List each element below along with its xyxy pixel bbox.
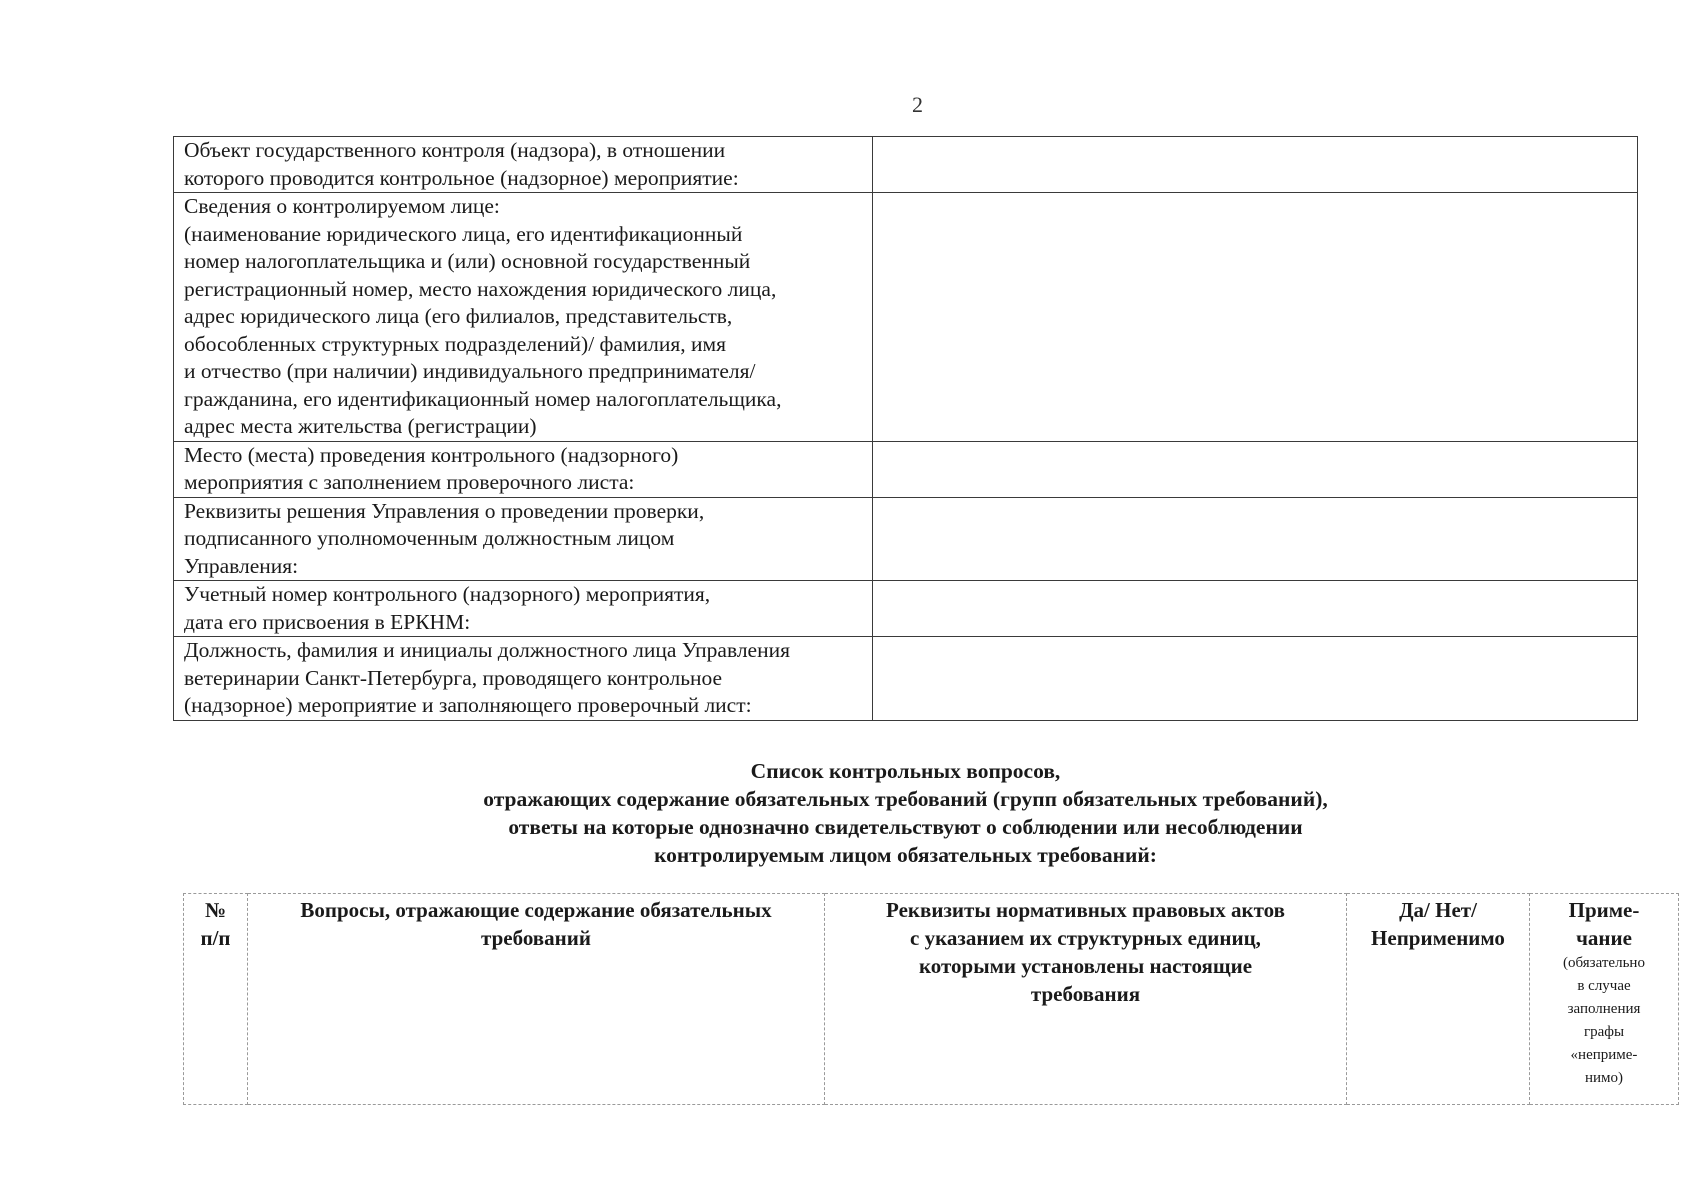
info-row [174, 637, 1638, 721]
info-row-label: Место (места) проведения контрольного (надзорного) мероприятия с заполнением проверочного листа: [174, 441, 873, 497]
column-header-question-text: Вопросы, отражающие содержание обязательных требований [300, 898, 772, 950]
checklist-heading-line: ответы на которые однозначно свидетельствуют о соблюдении или несоблюдении [508, 815, 1303, 839]
page-number: 2 [912, 92, 923, 117]
info-row [174, 497, 1638, 581]
info-row [174, 193, 1638, 442]
column-header-number [184, 894, 248, 1105]
info-row-value[interactable] [873, 137, 1638, 193]
inspection-info-table [173, 136, 1638, 721]
info-row-value[interactable] [873, 581, 1638, 637]
column-header-answer [1347, 894, 1530, 1105]
info-row [174, 581, 1638, 637]
column-header-requisites-text: Реквизиты нормативных правовых актов с указанием их структурных единиц, которыми установлены настоящие требования [886, 898, 1285, 1006]
column-header-note-text: Приме- чание [1568, 898, 1640, 950]
info-row-value[interactable] [873, 497, 1638, 581]
checklist-heading-line: контролируемым лицом обязательных требований: [654, 843, 1157, 867]
checklist-heading-line: Список контрольных вопросов, [750, 759, 1061, 783]
info-row-value[interactable] [873, 193, 1638, 442]
checklist-questions-table [183, 893, 1679, 1105]
column-header-answer-text: Да/ Нет/ Неприменимо [1371, 898, 1505, 950]
column-header-question [248, 894, 825, 1105]
info-row [174, 441, 1638, 497]
info-row-value[interactable] [873, 441, 1638, 497]
column-header-requisites [825, 894, 1347, 1105]
info-row-label: Должность, фамилия и инициалы должностного лица Управления ветеринарии Санкт-Петербурга, проводящего контрольное (надзорное) мероприятие и заполняющего проверочный лист: [174, 637, 873, 721]
column-header-number-text: № п/п [200, 898, 231, 950]
info-row-label: Сведения о контролируемом лице: (наименование юридического лица, его идентификационный номер налогоплательщика и (или) основной государственный регистрационный номер, место нахождения юридического лица, адрес юридического лица (его филиалов, представительств, обособленных структурных подразделений)/ фамилия, имя и отчество (при наличии) индивидуального предпринимателя/ гражданина, его идентификационный номер налогоплательщика, адрес места жительства (регистрации) [174, 193, 873, 442]
column-header-note [1530, 894, 1679, 1105]
info-row-label: Реквизиты решения Управления о проведении проверки, подписанного уполномоченным должностным лицом Управления: [174, 497, 873, 581]
info-row-label: Объект государственного контроля (надзора), в отношении которого проводится контрольное (надзорное) мероприятие: [174, 137, 873, 193]
column-header-note-subtext: (обязательно в случае заполнения графы «неприме- нимо) [1563, 955, 1645, 1086]
checklist-heading [173, 757, 1638, 869]
checklist-header-row [184, 894, 1679, 1105]
info-row [174, 137, 1638, 193]
info-row-value[interactable] [873, 637, 1638, 721]
checklist-heading-line: отражающих содержание обязательных требований (групп обязательных требований), [483, 787, 1328, 811]
info-row-label: Учетный номер контрольного (надзорного) мероприятия, дата его присвоения в ЕРКНМ: [174, 581, 873, 637]
